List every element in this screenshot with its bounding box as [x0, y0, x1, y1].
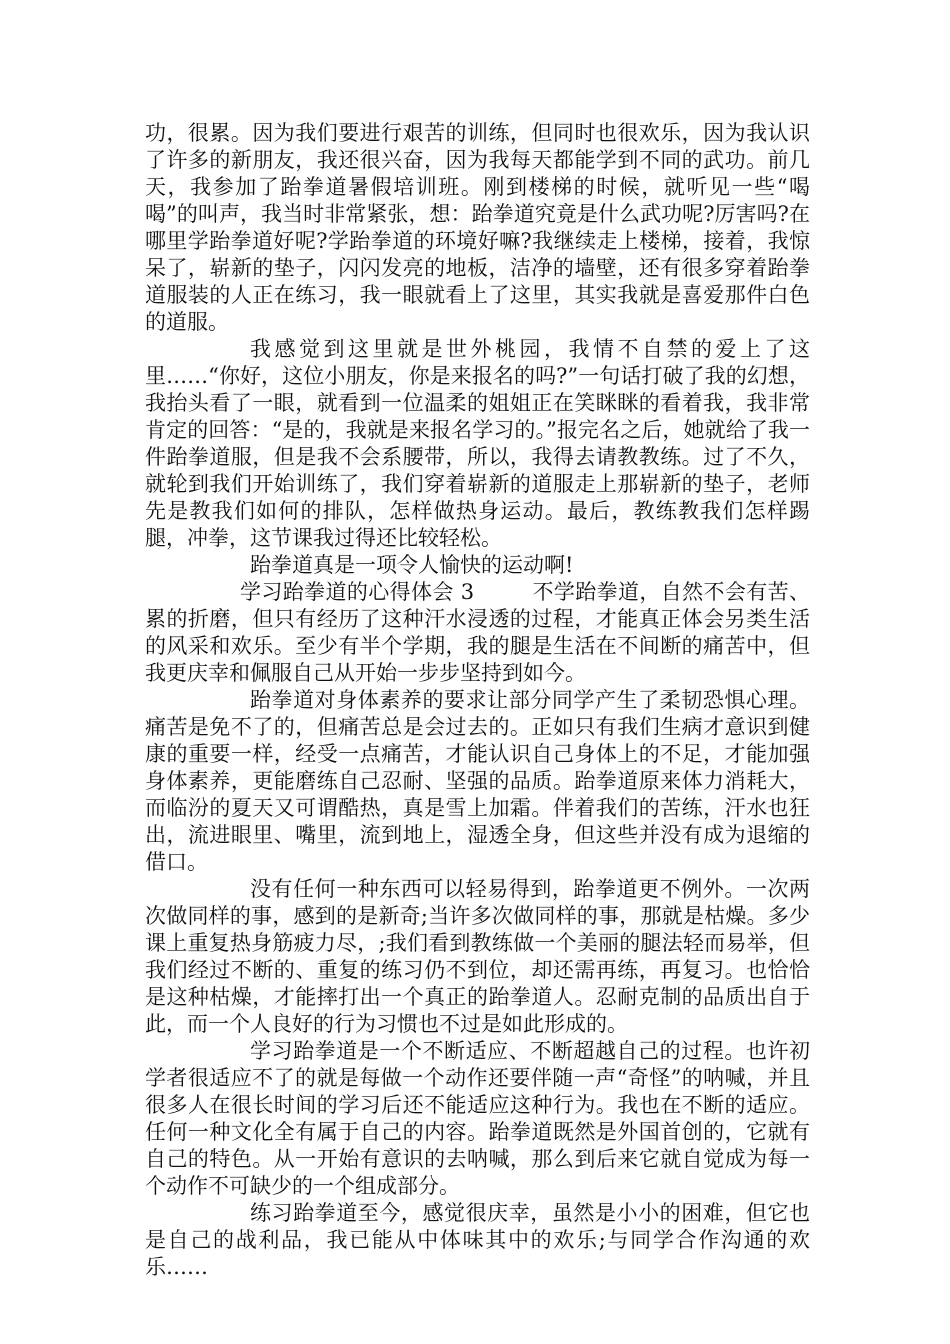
paragraph-conclusion-line: 跆拳道真是一项令人愉快的运动啊!: [250, 553, 574, 577]
paragraph-repetition: 没有任何一种东西可以轻易得到，跆拳道更不例外。一次两次做同样的事，感到的是新奇;当许多次做同样的事，那就是枯燥。多少课上重复热身筋疲力尽，;我们看到教练做一个美丽的腿法轻而易举，但我们经过不断的、重复的练习仍不到位，却还需再练，再复习。也恰恰是这种枯燥，才能摔打出一个真正的跆拳道人。忍耐克制的品质出自于此，而一个人良好的行为习惯也不过是如此形成的。: [145, 877, 810, 1036]
paragraph-physical-demands: 跆拳道对身体素养的要求让部分同学产生了柔韧恐惧心理。痛苦是免不了的，但痛苦总是会过去的。正如只有我们生病才意识到健康的重要一样，经受一点痛苦，才能认识自己身体上的不足，才能加强身体素养，更能磨练自己忍耐、坚强的品质。跆拳道原来体力消耗大，而临汾的夏天又可谓酷热，真是雪上加霜。伴着我们的苦练，汗水也狂出，流进眼里、嘴里，流到地上，湿透全身，但这些并没有成为退缩的借口。: [145, 688, 810, 874]
paragraph-closing: 练习跆拳道至今，感觉很庆幸，虽然是小小的困难，但它也是自己的战利品，我已能从中体味其中的欢乐;与同学合作沟通的欢乐……: [145, 1201, 810, 1279]
section-heading-paragraph: [145, 579, 810, 687]
paragraph-registration: 我感觉到这里就是世外桃园，我情不自禁的爱上了这里……“你好，这位小朋友，你是来报名的吗?”一句话打破了我的幻想，我抬头看了一眼，就看到一位温柔的姐姐正在笑眯眯的看着我，我非常肯定的回答：“是的，我就是来报名学习的。”报完名之后，她就给了我一件跆拳道服，但是我不会系腰带，所以，我得去请教教练。过了不久，就轮到我们开始训练了，我们穿着崭新的道服走上那崭新的垫子，老师先是教我们如何的排队，怎样做热身运动。最后，教练教我们怎样踢腿，冲拳，这节课我过得还比较轻松。: [145, 337, 810, 550]
paragraph-section-intro: 不学跆拳道，自然不会有苦、累的折磨，但只有经历了这种汗水浸透的过程，才能真正体会另类生活的风采和欢乐。至少有半个学期，我的腿是生活在不间断的痛苦中，但我更庆幸和佩服自己从开始一步步坚持到如今。: [145, 580, 810, 685]
paragraph-intro: 功，很累。因为我们要进行艰苦的训练，但同时也很欢乐，因为我认识了许多的新朋友，我还很兴奋，因为我每天都能学到不同的武功。前几天，我参加了跆拳道暑假培训班。刚到楼梯的时候，就听见一些“喝喝”的叫声，我当时非常紧张，想：跆拳道究竟是什么武功呢?厉害吗?在哪里学跆拳道好呢?学跆拳道的环境好嘛?我继续走上楼梯，接着，我惊呆了，崭新的垫子，闪闪发亮的地板，洁净的墙壁，还有很多穿着跆拳道服装的人正在练习，我一眼就看上了这里，其实我就是喜爱那件白色的道服。: [145, 121, 810, 334]
document-page: [145, 120, 810, 1281]
paragraph-adaptation: 学习跆拳道是一个不断适应、不断超越自己的过程。也许初学者很适应不了的就是每做一个动作还要伴随一声“奇怪”的呐喊，并且很多人在很长时间的学习后还不能适应这种行为。我也在不断的适应。任何一种文化全有属于自己的内容。跆拳道既然是外国首创的，它就有自己的特色。从一开始有意识的去呐喊，那么到后来它就自觉成为每一个动作不可缺少的一个组成部分。: [145, 1039, 810, 1198]
section-heading: 学习跆拳道的心得体会 3: [240, 580, 475, 604]
